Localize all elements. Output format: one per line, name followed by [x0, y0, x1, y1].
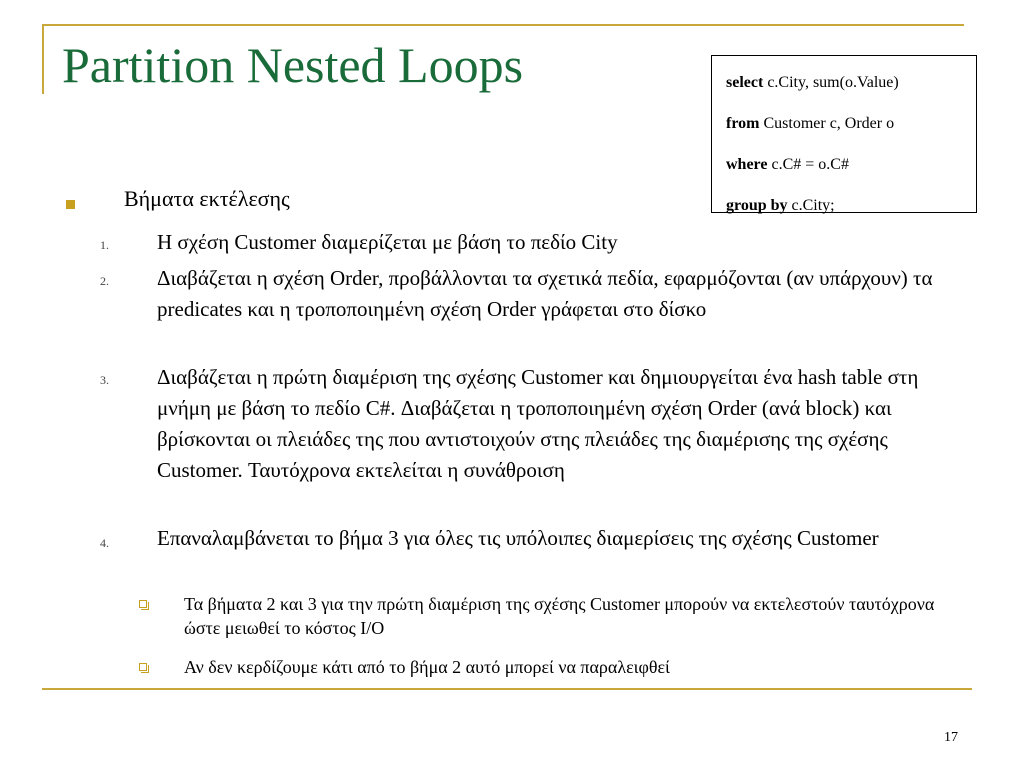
top-rule [42, 24, 964, 26]
sql-where-line [726, 144, 976, 185]
sql-keyword-groupby: group by [726, 197, 788, 214]
step-text: Επαναλαμβάνεται το βήμα 3 για όλες τις υπόλοιπες διαμερίσεις της σχέσης Customer [157, 526, 879, 550]
step-text: Διαβάζεται η σχέση Order, προβάλλονται τα σχετικά πεδία, εφαρμόζονται (αν υπάρχουν) τα predicates και η τροποποιημένη σχέση Order γράφεται στο δίσκο [157, 266, 933, 321]
sql-from-text: Customer c, Order o [759, 115, 895, 132]
left-rule [42, 24, 44, 94]
sql-from-line [726, 103, 976, 144]
hollow-square-bullet-icon [139, 663, 147, 671]
step-number: 1. [100, 238, 109, 252]
step-number: 4. [100, 536, 109, 550]
square-bullet-icon [66, 200, 75, 209]
sub-item-text: Τα βήματα 2 και 3 για την πρώτη διαμέριση της σχέσης Customer μπορούν να εκτελεστούν ταυτόχρονα ώστε μειωθεί το κόστος I/O [184, 594, 935, 638]
steps-heading: Βήματα εκτέλεσης [124, 186, 290, 211]
sql-groupby-text: c.City; [787, 197, 835, 214]
sql-select-line [726, 62, 976, 103]
sql-keyword-where: where [726, 156, 768, 173]
hollow-square-bullet-icon [139, 600, 147, 608]
sql-groupby-line [726, 185, 976, 226]
sub-item-text: Αν δεν κερδίζουμε κάτι από το βήμα 2 αυτό μπορεί να παραλειφθεί [184, 657, 670, 677]
sql-select-text: c.City, sum(o.Value) [763, 74, 899, 91]
step-text: Η σχέση Customer διαμερίζεται με βάση το πεδίο City [157, 230, 618, 254]
step-number: 3. [100, 373, 109, 387]
sql-keyword-from: from [726, 115, 760, 132]
step-text: Διαβάζεται η πρώτη διαμέριση της σχέσης Customer και δημιουργείται ένα hash table στη μνήμη με βάση το πεδίο C#. Διαβάζεται η τροποποιημένη σχέση Order (ανά block) και βρίσκονται οι πλειάδες της που αντιστοιχούν στης πλειάδες της διαμέρισης της σχέσης Customer. Ταυτόχρονα εκτελείται η συνάθροιση [157, 365, 919, 482]
sql-where-text: c.C# = o.C# [767, 156, 849, 173]
slide-title: Partition Nested Loops [62, 37, 524, 93]
sql-keyword-select: select [726, 74, 764, 91]
bottom-rule [42, 688, 972, 690]
step-number: 2. [100, 274, 109, 288]
page-number: 17 [944, 730, 958, 745]
sql-query-box [711, 55, 977, 213]
